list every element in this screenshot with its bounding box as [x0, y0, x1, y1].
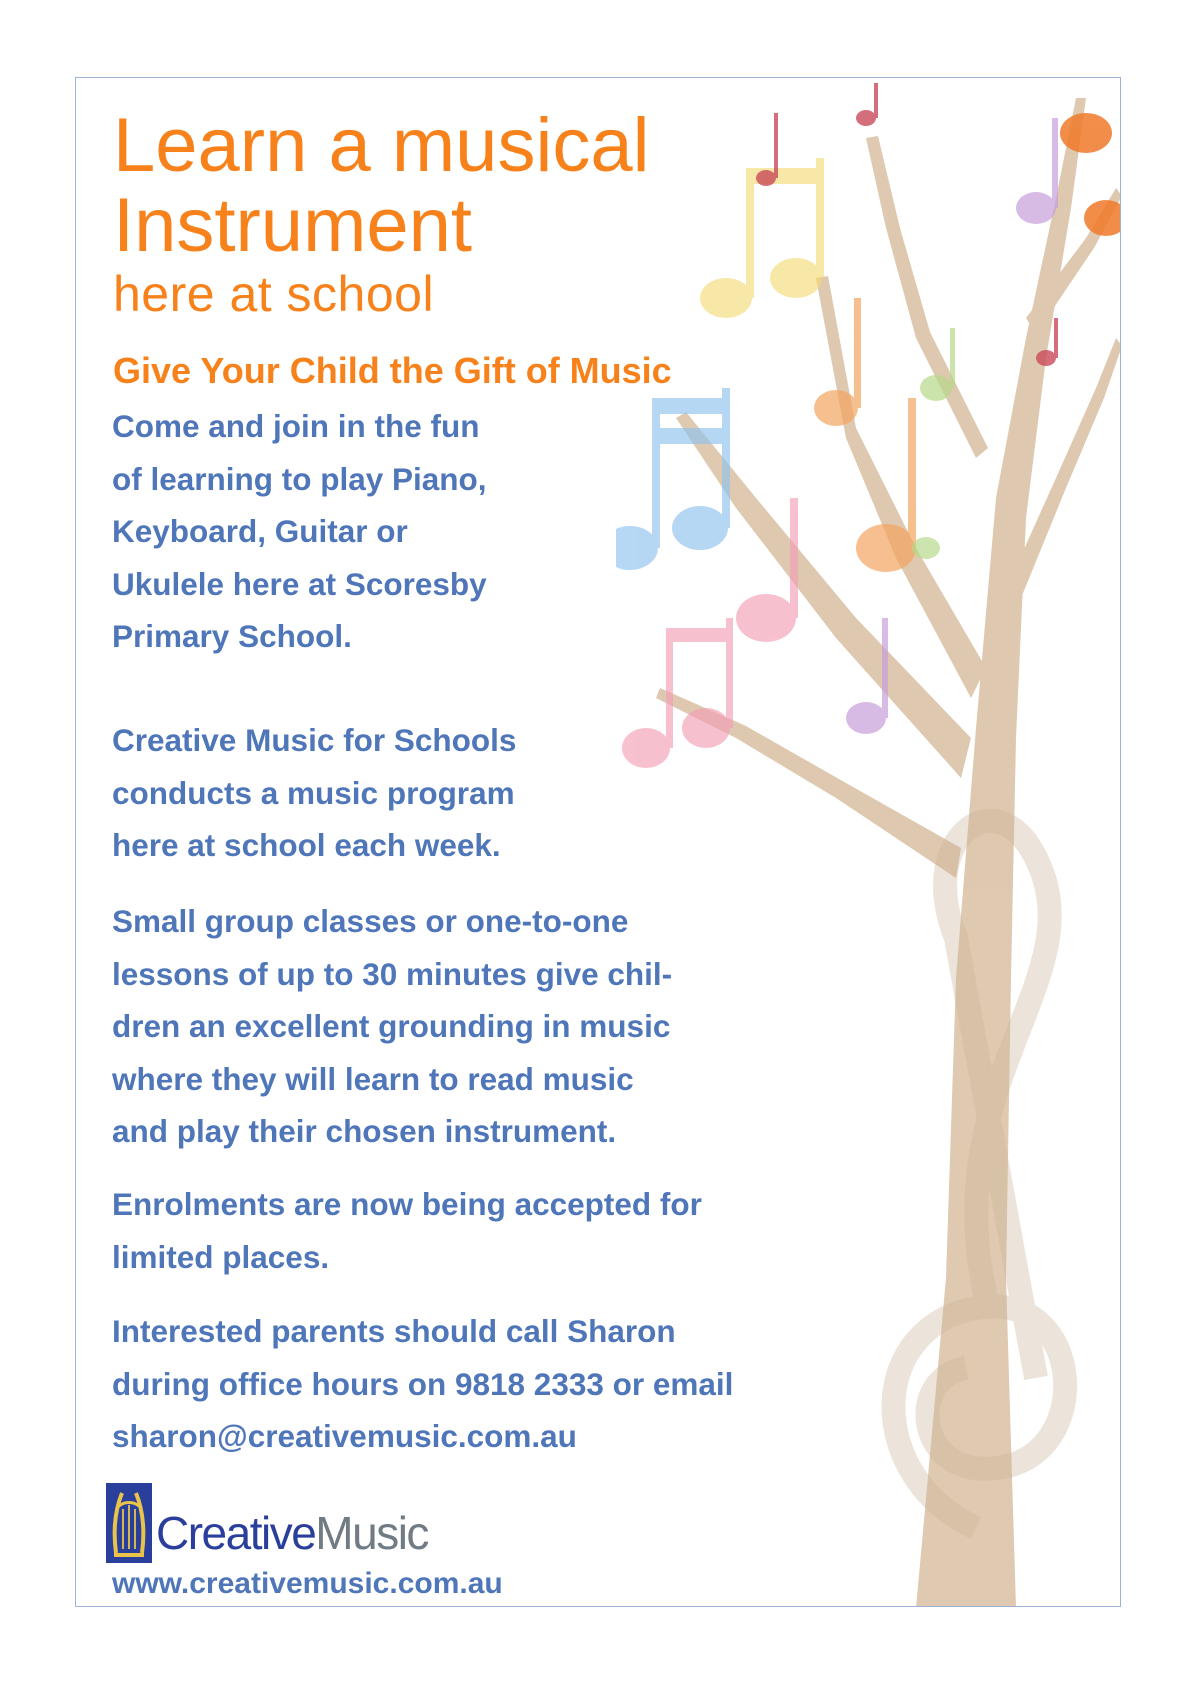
- paragraph-line: during office hours on 9818 2333 or email: [112, 1365, 734, 1402]
- lyre-icon: [106, 1483, 152, 1563]
- paragraph-line: here at school each week.: [112, 827, 501, 863]
- title-line-1: Learn a musical: [113, 103, 650, 188]
- paragraph-line: Enrolments are now being accepted for: [112, 1186, 702, 1222]
- paragraph-line: Ukulele here at Scoresby: [112, 565, 487, 602]
- flyer-frame: [75, 77, 1121, 1607]
- paragraph-line: Primary School.: [112, 618, 352, 654]
- creative-music-logo: [106, 1483, 436, 1563]
- tagline: Give Your Child the Gift of Music: [113, 350, 672, 391]
- intro-paragraph: [112, 400, 487, 663]
- paragraph-line: dren an excellent grounding in music: [112, 1008, 671, 1044]
- paragraph-line: where they will learn to read music: [112, 1060, 634, 1097]
- paragraph-line: Interested parents should call Sharon: [112, 1313, 676, 1349]
- paragraph-line: conducts a music program: [112, 774, 515, 811]
- paragraph-line: Come and join in the fun: [112, 408, 480, 444]
- logo-wordmark: [156, 1505, 428, 1561]
- title-line-2: Instrument: [113, 183, 473, 268]
- logo-word-creative: Creative: [156, 1507, 316, 1559]
- contact-paragraph: [112, 1305, 733, 1463]
- paragraph-line: lessons of up to 30 minutes give chil-: [112, 955, 673, 992]
- enrolments-paragraph: [112, 1178, 702, 1283]
- title-subtitle: here at school: [113, 266, 435, 322]
- paragraph-line: Creative Music for Schools: [112, 722, 517, 758]
- paragraph-line: Small group classes or one-to-one: [112, 903, 629, 939]
- paragraph-line: Keyboard, Guitar or: [112, 513, 408, 549]
- website-link[interactable]: www.creativemusic.com.au: [112, 1567, 503, 1600]
- classes-paragraph: [112, 895, 672, 1158]
- logo-word-music: Music: [315, 1507, 428, 1559]
- paragraph-line: and play their chosen instrument.: [112, 1113, 617, 1149]
- contact-email[interactable]: sharon@creativemusic.com.au: [112, 1418, 577, 1454]
- paragraph-line: of learning to play Piano,: [112, 460, 487, 497]
- program-paragraph: [112, 714, 516, 872]
- paragraph-line: limited places.: [112, 1238, 330, 1275]
